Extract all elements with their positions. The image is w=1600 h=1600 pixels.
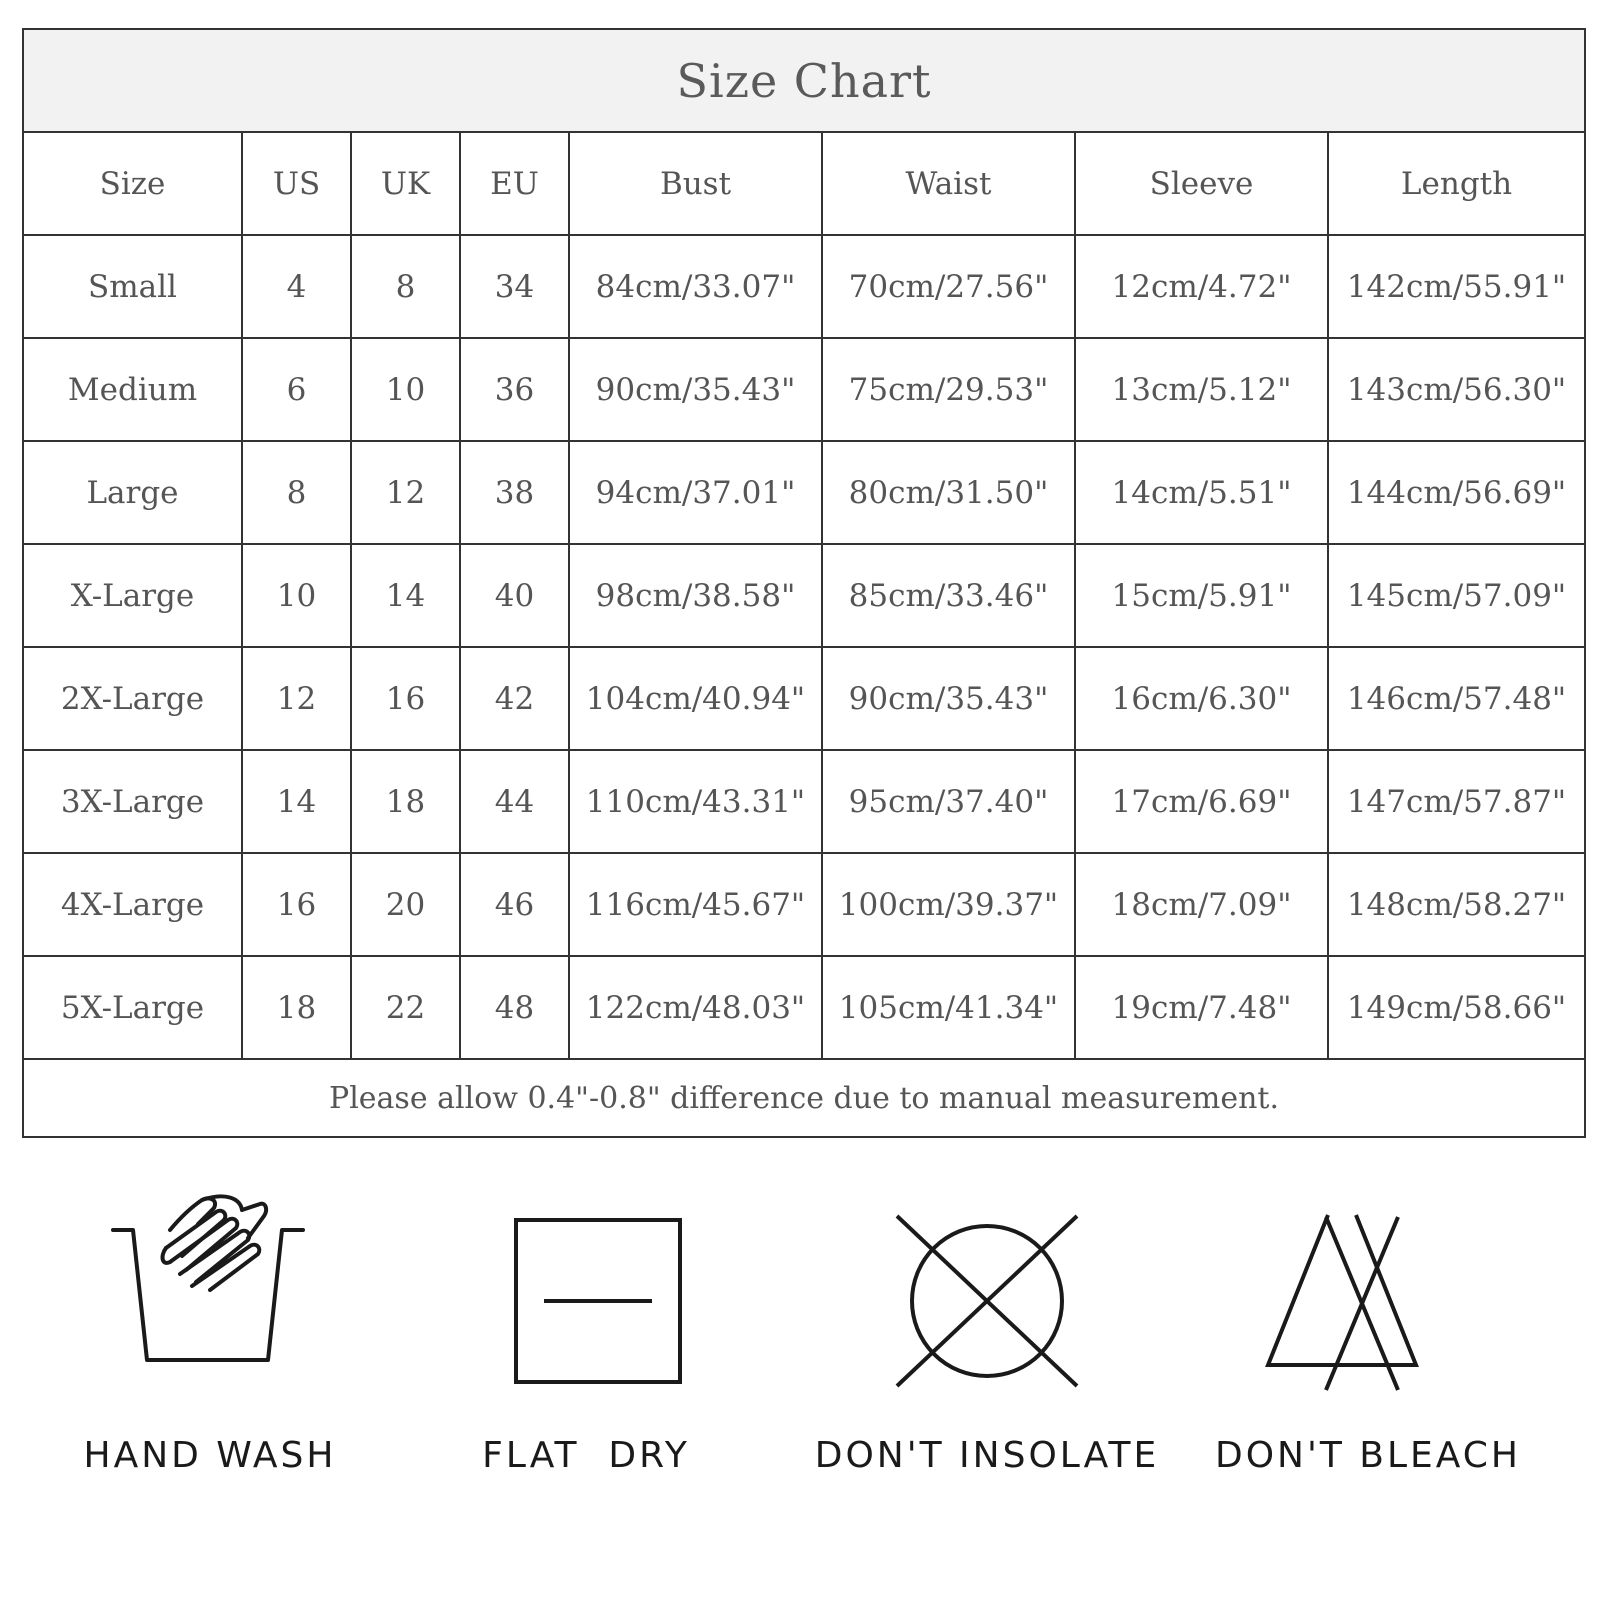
cell-sleeve: 12cm/4.72" — [1075, 235, 1328, 338]
cell-waist: 95cm/37.40" — [822, 750, 1075, 853]
cell-length: 145cm/57.09" — [1328, 544, 1585, 647]
cell-size: Large — [23, 441, 242, 544]
cell-size: 5X-Large — [23, 956, 242, 1059]
cell-sleeve: 19cm/7.48" — [1075, 956, 1328, 1059]
cell-uk: 12 — [351, 441, 460, 544]
cell-sleeve: 17cm/6.69" — [1075, 750, 1328, 853]
column-header-bust: Bust — [569, 132, 822, 235]
cell-bust: 94cm/37.01" — [569, 441, 822, 544]
cell-waist: 90cm/35.43" — [822, 647, 1075, 750]
care-label-flat-dry: FLAT DRY — [482, 1435, 690, 1476]
cell-eu: 40 — [460, 544, 569, 647]
cell-sleeve: 18cm/7.09" — [1075, 853, 1328, 956]
cell-us: 14 — [242, 750, 351, 853]
cell-size: 3X-Large — [23, 750, 242, 853]
header-row — [23, 132, 1585, 235]
no-sun-icon — [797, 1190, 1177, 1420]
cell-uk: 14 — [351, 544, 460, 647]
cell-uk: 8 — [351, 235, 460, 338]
cell-sleeve: 15cm/5.91" — [1075, 544, 1328, 647]
cell-sleeve: 13cm/5.12" — [1075, 338, 1328, 441]
cell-eu: 42 — [460, 647, 569, 750]
cell-eu: 38 — [460, 441, 569, 544]
table-row — [23, 956, 1585, 1059]
cell-eu: 44 — [460, 750, 569, 853]
care-label-dont-bleach: DON'T BLEACH — [1214, 1435, 1522, 1476]
cell-us: 6 — [242, 338, 351, 441]
chart-title: Size Chart — [23, 29, 1585, 132]
cell-bust: 110cm/43.31" — [569, 750, 822, 853]
column-header-length: Length — [1328, 132, 1585, 235]
cell-size: X-Large — [23, 544, 242, 647]
table-row — [23, 235, 1585, 338]
cell-sleeve: 14cm/5.51" — [1075, 441, 1328, 544]
cell-waist: 85cm/33.46" — [822, 544, 1075, 647]
care-item-flat-dry — [396, 1190, 776, 1520]
cell-uk: 10 — [351, 338, 460, 441]
cell-us: 10 — [242, 544, 351, 647]
cell-length: 147cm/57.87" — [1328, 750, 1585, 853]
cell-bust: 122cm/48.03" — [569, 956, 822, 1059]
cell-length: 148cm/58.27" — [1328, 853, 1585, 956]
cell-waist: 80cm/31.50" — [822, 441, 1075, 544]
table-row — [23, 647, 1585, 750]
cell-size: Small — [23, 235, 242, 338]
cell-us: 4 — [242, 235, 351, 338]
care-label-dont-insolate: DON'T INSOLATE — [814, 1435, 1160, 1476]
cell-us: 18 — [242, 956, 351, 1059]
table-row — [23, 750, 1585, 853]
cell-bust: 116cm/45.67" — [569, 853, 822, 956]
cell-length: 144cm/56.69" — [1328, 441, 1585, 544]
flat-dry-icon — [396, 1190, 776, 1420]
column-header-sleeve: Sleeve — [1075, 132, 1328, 235]
measurement-note: Please allow 0.4"-0.8" difference due to manual measurement. — [23, 1059, 1585, 1137]
cell-length: 143cm/56.30" — [1328, 338, 1585, 441]
cell-waist: 70cm/27.56" — [822, 235, 1075, 338]
hand-wash-icon — [20, 1190, 400, 1420]
cell-eu: 36 — [460, 338, 569, 441]
cell-eu: 46 — [460, 853, 569, 956]
care-item-dont-bleach — [1178, 1190, 1558, 1520]
column-header-size: Size — [23, 132, 242, 235]
cell-uk: 22 — [351, 956, 460, 1059]
care-label-hand-wash: HAND WASH — [83, 1435, 337, 1476]
cell-size: Medium — [23, 338, 242, 441]
cell-us: 12 — [242, 647, 351, 750]
table-row — [23, 853, 1585, 956]
cell-waist: 75cm/29.53" — [822, 338, 1075, 441]
column-header-eu: EU — [460, 132, 569, 235]
cell-size: 4X-Large — [23, 853, 242, 956]
table-row — [23, 544, 1585, 647]
cell-uk: 20 — [351, 853, 460, 956]
cell-eu: 34 — [460, 235, 569, 338]
cell-bust: 90cm/35.43" — [569, 338, 822, 441]
cell-waist: 100cm/39.37" — [822, 853, 1075, 956]
cell-length: 149cm/58.66" — [1328, 956, 1585, 1059]
size-chart-table — [22, 28, 1586, 1138]
cell-eu: 48 — [460, 956, 569, 1059]
column-header-waist: Waist — [822, 132, 1075, 235]
column-header-us: US — [242, 132, 351, 235]
cell-us: 16 — [242, 853, 351, 956]
column-header-uk: UK — [351, 132, 460, 235]
cell-length: 142cm/55.91" — [1328, 235, 1585, 338]
cell-length: 146cm/57.48" — [1328, 647, 1585, 750]
cell-sleeve: 16cm/6.30" — [1075, 647, 1328, 750]
cell-size: 2X-Large — [23, 647, 242, 750]
cell-us: 8 — [242, 441, 351, 544]
cell-bust: 84cm/33.07" — [569, 235, 822, 338]
cell-bust: 98cm/38.58" — [569, 544, 822, 647]
cell-waist: 105cm/41.34" — [822, 956, 1075, 1059]
cell-bust: 104cm/40.94" — [569, 647, 822, 750]
no-bleach-icon — [1178, 1190, 1558, 1420]
cell-uk: 18 — [351, 750, 460, 853]
table-row — [23, 338, 1585, 441]
care-item-hand-wash — [20, 1190, 400, 1520]
cell-uk: 16 — [351, 647, 460, 750]
care-instructions — [0, 1190, 1600, 1520]
care-item-dont-insolate — [797, 1190, 1177, 1520]
table-row — [23, 441, 1585, 544]
size-rows — [23, 235, 1585, 1059]
